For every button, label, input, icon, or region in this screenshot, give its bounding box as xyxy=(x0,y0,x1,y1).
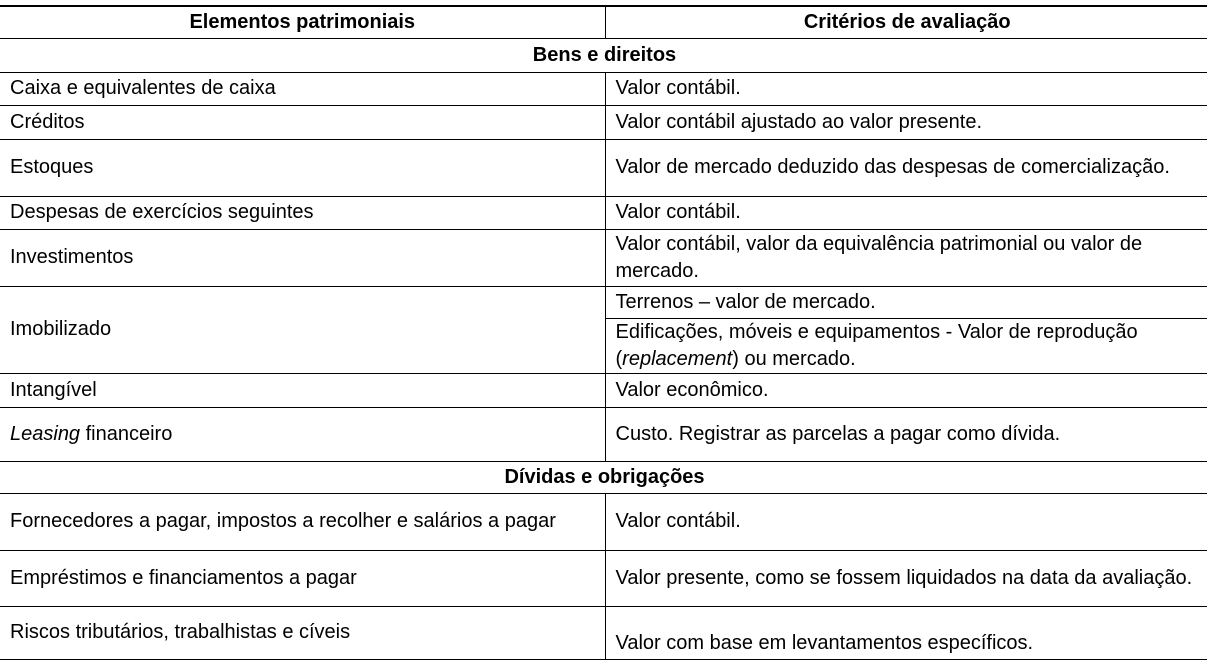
item-emphasis: Leasing xyxy=(10,422,81,445)
criterion-cell: Terrenos – valor de mercado. xyxy=(605,286,1207,318)
table-row xyxy=(0,550,1207,606)
item-cell: Fornecedores a pagar, impostos a recolher e salários a pagar xyxy=(0,493,605,550)
criterion-cell: Valor contábil. xyxy=(605,72,1207,105)
table-row xyxy=(0,105,1207,139)
item-cell: Despesas de exercícios seguintes xyxy=(0,196,605,229)
table-row xyxy=(0,606,1207,659)
item-cell: Riscos tributários, trabalhistas e cíveis xyxy=(0,606,605,659)
criterion-cell: Custo. Registrar as parcelas a pagar como dívida. xyxy=(605,407,1207,461)
table-row xyxy=(0,72,1207,105)
criterion-cell xyxy=(605,318,1207,373)
item-cell xyxy=(0,407,605,461)
table-row xyxy=(0,286,1207,318)
criterion-cell: Valor contábil. xyxy=(605,493,1207,550)
item-cell: Intangível xyxy=(0,373,605,407)
table-row xyxy=(0,229,1207,286)
valuation-criteria-table xyxy=(0,5,1207,660)
criterion-cell: Valor de mercado deduzido das despesas de comercialização. xyxy=(605,139,1207,196)
table-row xyxy=(0,493,1207,550)
item-cell: Empréstimos e financiamentos a pagar xyxy=(0,550,605,606)
table-row xyxy=(0,407,1207,461)
table-row xyxy=(0,196,1207,229)
criterion-cell: Valor contábil. xyxy=(605,196,1207,229)
item-cell: Estoques xyxy=(0,139,605,196)
criterion-text: Edificações, móveis e equipamentos - Valor de reprodução ( xyxy=(615,320,1138,370)
criterion-cell: Valor presente, como se fossem liquidados na data da avaliação. xyxy=(605,550,1207,606)
section-dividas-obrigacoes: Dívidas e obrigações xyxy=(0,461,1207,493)
criterion-cell: Valor com base em levantamentos específicos. xyxy=(605,606,1207,659)
section-row xyxy=(0,461,1207,493)
criterion-cell: Valor contábil, valor da equivalência patrimonial ou valor de mercado. xyxy=(605,229,1207,286)
criterion-text: ) ou mercado. xyxy=(732,347,856,370)
header-elementos: Elementos patrimoniais xyxy=(0,6,605,38)
criterion-cell: Valor contábil ajustado ao valor presente. xyxy=(605,105,1207,139)
criterion-emphasis: replacement xyxy=(622,347,733,370)
header-criterios: Critérios de avaliação xyxy=(605,6,1207,38)
criterion-cell: Valor econômico. xyxy=(605,373,1207,407)
item-cell: Investimentos xyxy=(0,229,605,286)
table-row xyxy=(0,139,1207,196)
section-bens-direitos: Bens e direitos xyxy=(0,38,1207,72)
item-cell: Caixa e equivalentes de caixa xyxy=(0,72,605,105)
section-row xyxy=(0,38,1207,72)
item-cell: Créditos xyxy=(0,105,605,139)
item-text: financeiro xyxy=(80,422,173,445)
header-row xyxy=(0,6,1207,38)
item-cell: Imobilizado xyxy=(0,286,605,373)
table-row xyxy=(0,373,1207,407)
